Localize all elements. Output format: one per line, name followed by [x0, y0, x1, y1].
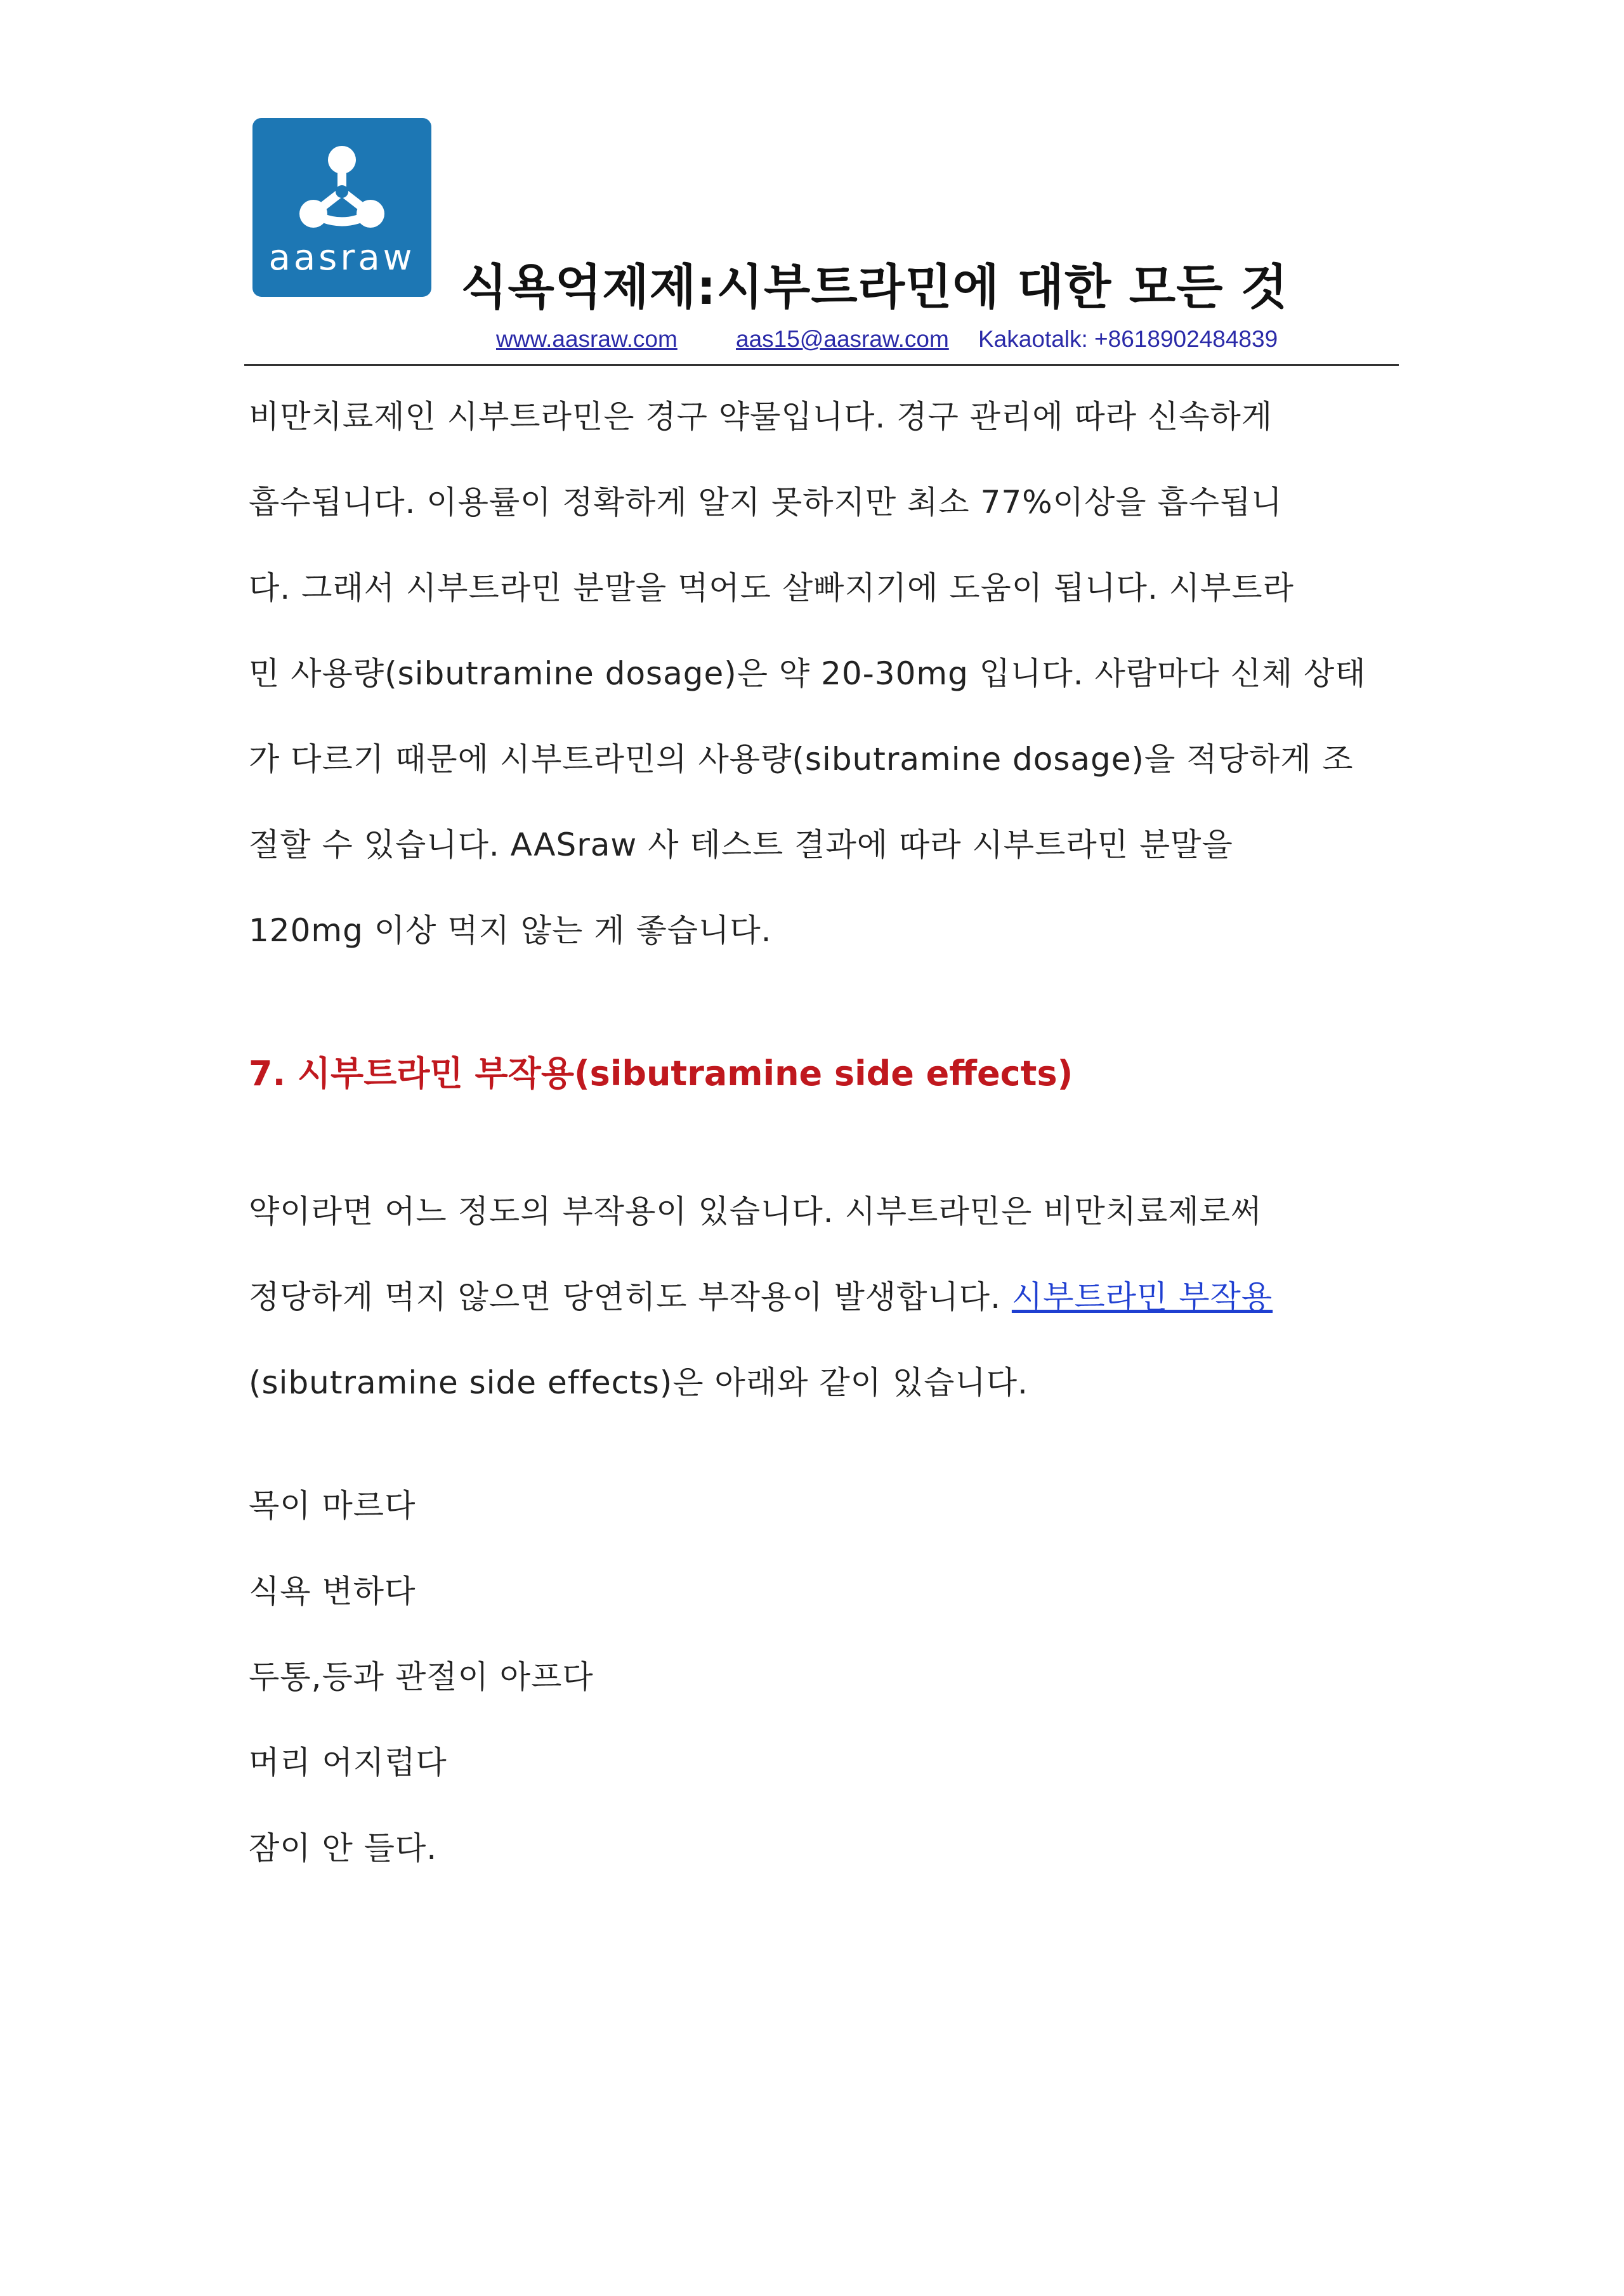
aasraw-logo	[252, 118, 431, 297]
website-link[interactable]: www.aasraw.com	[496, 326, 678, 352]
side-effect-item: 머리 어지럽다	[249, 1744, 447, 1781]
intro-line: 120mg 이상 먹지 않는 게 좋습니다.	[249, 912, 772, 949]
side-effects-para-line	[249, 1272, 1273, 1317]
side-effect-item: 식욕 변하다	[249, 1573, 416, 1610]
intro-line: 비만치료제인 시부트라민은 경구 약물입니다. 경구 관리에 따라 신속하게	[249, 398, 1273, 435]
intro-line: 민 사용량(sibutramine dosage)은 약 20-30mg 입니다. 사람마다 신체 상태	[249, 655, 1366, 692]
side-effects-link[interactable]: 시부트라민 부작용	[1011, 1279, 1273, 1315]
page-title: 식욕억제제:시부트라민에 대한 모든 것	[461, 259, 1288, 315]
intro-line: 다. 그래서 시부트라민 분말을 먹어도 살빠지기에 도움이 됩니다. 시부트라	[249, 570, 1294, 606]
header-divider	[244, 364, 1399, 366]
section-heading-side-effects: 7. 시부트라민 부작용(sibutramine side effects)	[249, 1053, 1073, 1093]
logo-wordmark: aasraw	[268, 237, 416, 278]
intro-line: 절할 수 있습니다. AASraw 사 테스트 결과에 따라 시부트라민 분말을	[249, 826, 1233, 863]
kakaotalk-contact: Kakaotalk: +8618902484839	[978, 326, 1278, 352]
email-link[interactable]: aas15@aasraw.com	[736, 326, 949, 352]
contact-row	[0, 326, 1624, 358]
side-effects-para-line: 약이라면 어느 정도의 부작용이 있습니다. 시부트라민은 비만치료제로써	[249, 1193, 1262, 1230]
side-effects-para-line: (sibutramine side effects)은 아래와 같이 있습니다.	[249, 1364, 1028, 1401]
side-effect-item: 두통,등과 관절이 아프다	[249, 1659, 594, 1695]
intro-line: 흡수됩니다. 이용률이 정확하게 알지 못하지만 최소 77%이상을 흡수됩니	[249, 484, 1283, 521]
side-effects-text: 정당하게 먹지 않으면 당연히도 부작용이 발생합니다.	[249, 1279, 1012, 1315]
side-effect-item: 목이 마르다	[249, 1487, 416, 1524]
side-effect-item: 잠이 안 들다.	[249, 1830, 438, 1867]
intro-line: 가 다르기 때문에 시부트라민의 사용량(sibutramine dosage)을 적당하게 조	[249, 741, 1354, 778]
